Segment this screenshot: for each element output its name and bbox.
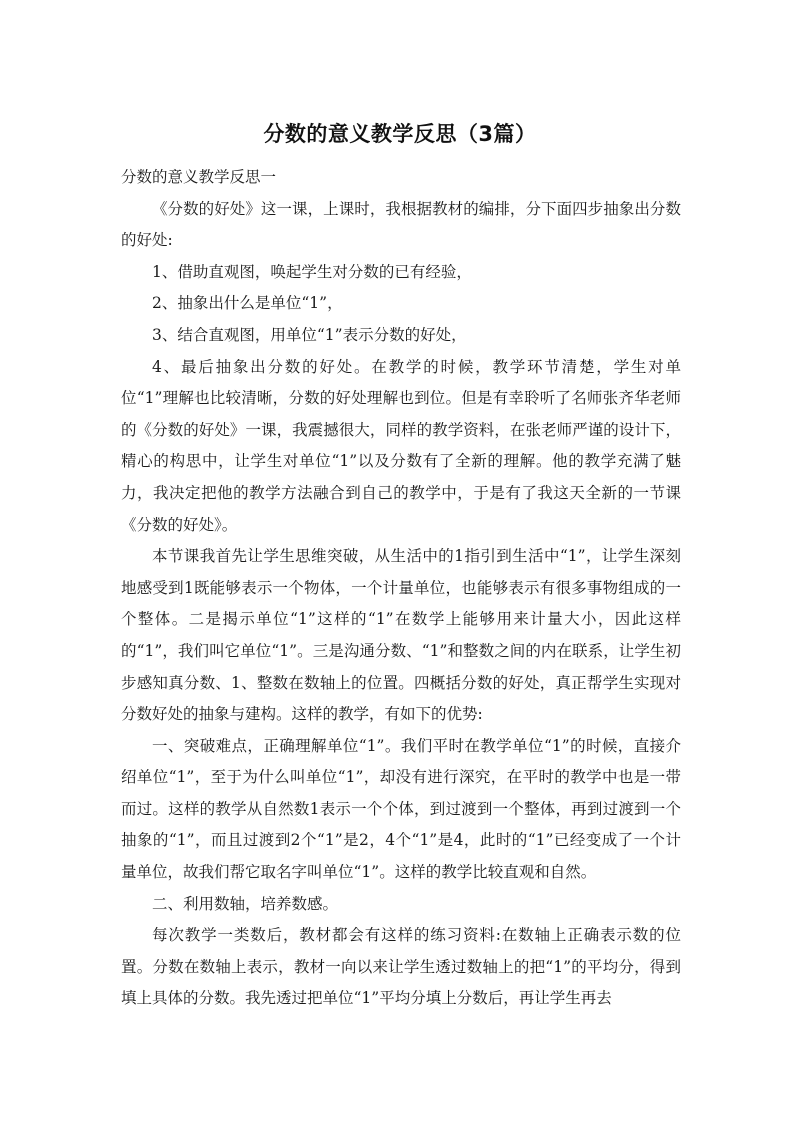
body-paragraph: 1、借助直观图，唤起学生对分数的已有经验， [152,262,472,281]
section-heading: 分数的意义教学反思一 [121,168,277,186]
body-paragraph: 二、利用数轴，培养数感。 [152,894,339,913]
body-paragraph: 4、最后抽象出分数的好处。在教学的时候，教学环节清楚，学生对单位“1”理解也比较清晰，分数的好处理解也到位。但是有幸聆听了名师张齐华老师的《分数的好处》一课，我震撼很大，同样的教学资料，在张老师严谨的设计下，精心的构思中，让学生对单位“1”以及分数有了全新的理解。他的教学充满了魅力，我决定把他的教学方法融合到自己的教学中，于是有了我这天全新的一节课《分数的好处》。 [121,357,681,534]
document-body [121,162,681,1015]
document-title: 分数的意义教学反思（3篇） [263,122,537,146]
body-paragraph: 每次教学一类数后，教材都会有这样的练习资料:在数轴上正确表示数的位置。分数在数轴上表示，教材一向以来让学生透过数轴上的把“1”的平均分，得到填上具体的分数。我先透过把单位“1”平均分填上分数后，再让学生再去 [121,926,681,1008]
body-paragraph: 本节课我首先让学生思维突破，从生活中的1指引到生活中“1”，让学生深刻地感受到1既能够表示一个物体，一个计量单位，也能够表示有很多事物组成的一个整体。二是揭示单位“1”这样的“1”在数学上能够用来计量大小，因此这样的“1”，我们叫它单位“1”。三是沟通分数、“1”和整数之间的内在联系，让学生初步感知真分数、1、整数在数轴上的位置。四概括分数的好处，真正帮学生实现对分数好处的抽象与建构。这样的教学，有如下的优势: [121,547,681,724]
body-paragraph: 一、突破难点，正确理解单位“1”。我们平时在教学单位“1”的时候，直接介绍单位“1”，至于为什么叫单位“1”，却没有进行深究，在平时的教学中也是一带而过。这样的教学从自然数1表示一个个体，到过渡到一个整体，再到过渡到一个抽象的“1”，而且过渡到2个“1”是2，4个“1”是4，此时的“1”已经变成了一个计量单位，故我们帮它取名字叫单位“1”。这样的教学比较直观和自然。 [121,736,681,882]
body-paragraph: 《分数的好处》这一课，上课时，我根据教材的编排，分下面四步抽象出分数的好处: [121,199,681,250]
body-paragraph: 3、结合直观图，用单位“1”表示分数的好处， [152,325,467,344]
body-paragraph: 2、抽象出什么是单位“1”， [152,294,343,313]
